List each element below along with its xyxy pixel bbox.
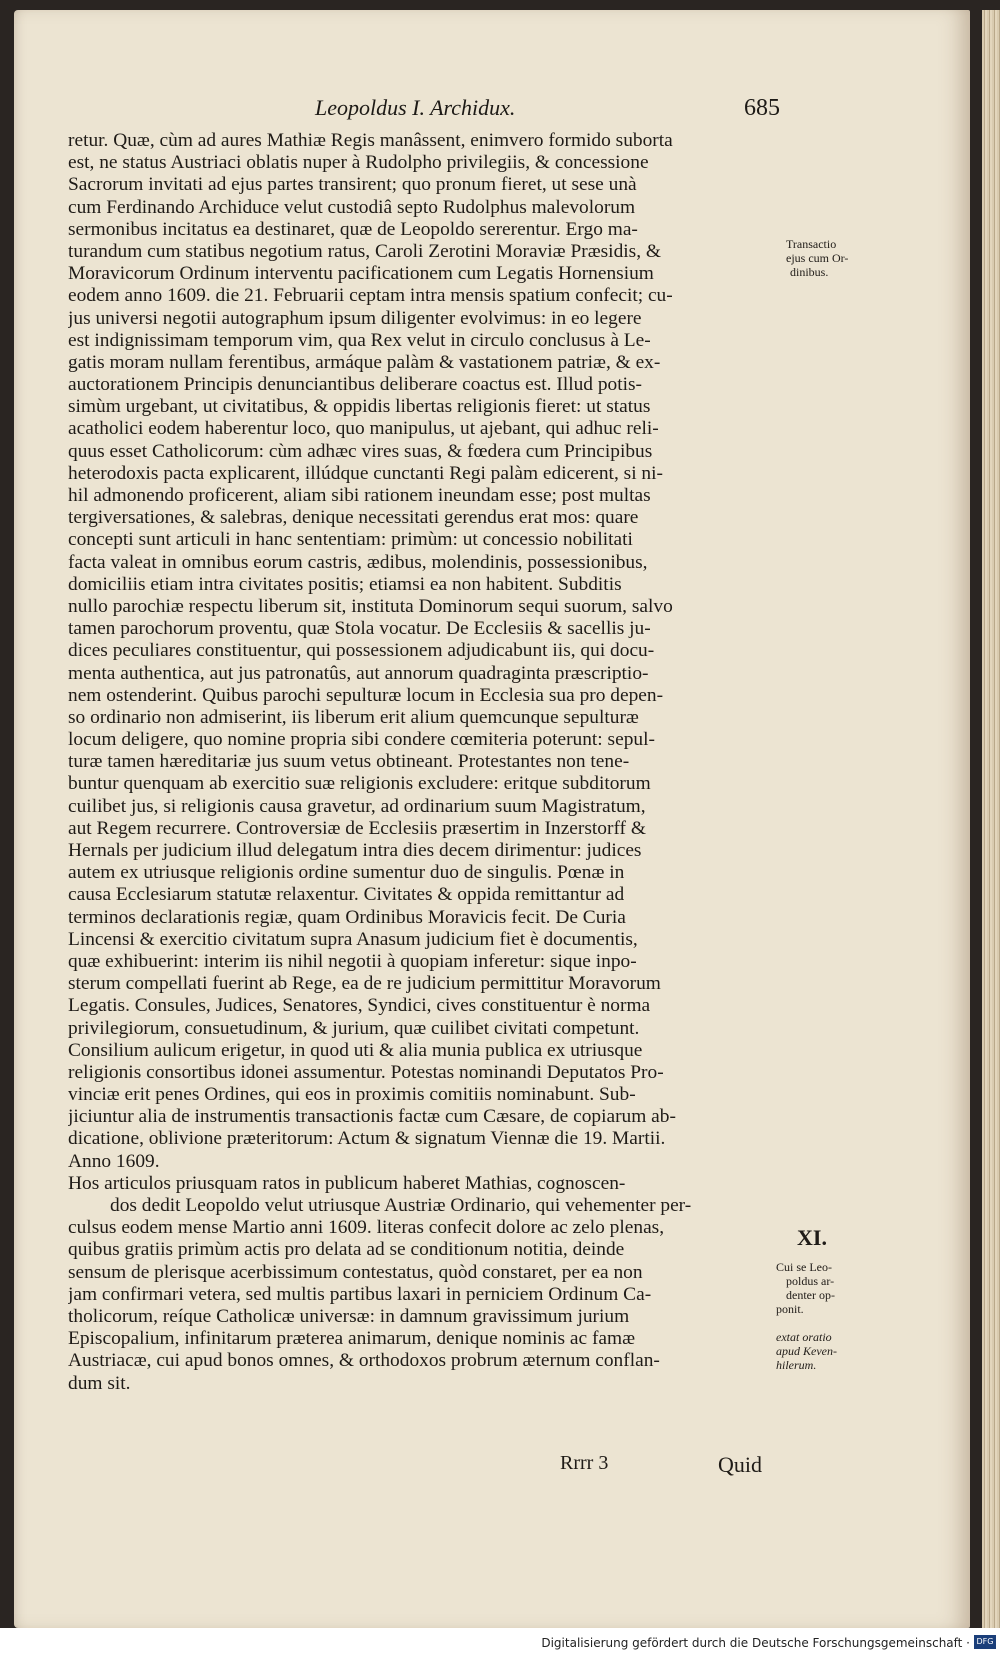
text-line: sterum compellati fuerint ab Rege, ea de re judicium permittitur Moravorum: [68, 973, 661, 995]
text-line: tholicorum, reíque Catholicæ universæ: in damnum gravissimum jurium: [68, 1305, 630, 1327]
text-line: dices peculiares constituentur, qui possessionem adjudicabunt iis, qui docu-: [68, 640, 655, 662]
text-line: buntur quenquam ab exercitio suæ religionis excludere: eritque subditorum: [68, 773, 651, 795]
text-line: turandum cum statibus negotium ratus, Caroli Zerotini Moraviæ Præsidis, &: [68, 240, 661, 262]
text-line: Legatis. Consules, Judices, Senatores, Syndici, cives constituentur è norma: [68, 995, 651, 1017]
text-line: quus esset Catholicorum: cùm adhæc vires suas, & fœdera cum Principibus: [68, 440, 653, 462]
catchword: Quid: [718, 1452, 762, 1477]
text-line: vinciæ erit penes Ordines, qui eos in proximis comitiis nominabunt. Sub-: [68, 1084, 636, 1106]
text-line: heterodoxis pacta explicarent, illúdque cunctanti Regi palàm edicerent, si ni-: [68, 462, 663, 484]
text-line: Austriacæ, cui apud bonos omnes, & orthodoxos probrum æternum conflan-: [68, 1350, 660, 1372]
text-line: sermonibus incitatus ea destinaret, quæ de Leopoldo sererentur. Ergo ma-: [68, 218, 638, 240]
margin-note-line: extat oratio: [776, 1330, 832, 1344]
text-line: cuilibet jus, si religionis causa gravetur, ad ordinarium suum Magistratum,: [68, 795, 646, 817]
text-line: cum Ferdinando Archiduce velut custodiâ septo Rudolphus malevolorum: [68, 196, 636, 218]
margin-note-line: apud Keven-: [776, 1344, 837, 1358]
text-line: tamen parochorum proventu, quæ Stola vocatur. De Ecclesiis & sacellis ju-: [68, 618, 651, 640]
text-line: est indignissimam temporum vim, qua Rex velut in circulo conclusus à Le-: [68, 329, 651, 351]
text-line: Episcopalium, infinitarum præterea animarum, denique nominis ac famæ: [68, 1328, 636, 1350]
text-line: eodem anno 1609. die 21. Februarii ceptam intra mensis spatium confecit; cu-: [68, 285, 673, 307]
dfg-logo: DFG: [974, 1635, 996, 1649]
text-line: Consilium aulicum erigetur, in quod uti & alia munia publica ex utriusque: [68, 1039, 643, 1061]
margin-note-line: ponit.: [776, 1302, 804, 1316]
text-line: dum sit.: [68, 1372, 131, 1394]
text-line: jam confirmari vetera, sed multis partibus laxari in perniciem Ordinum Ca-: [68, 1283, 652, 1305]
margin-note-line: Transactio: [786, 237, 837, 251]
text-line: culsus eodem mense Martio anni 1609. literas confecit dolore ac zelo plenas,: [68, 1217, 665, 1239]
text-line: hil admonendo proficerent, aliam sibi rationem ineundam esse; post multas: [68, 485, 651, 506]
text-line: turæ tamen hæreditariæ jus suum vetus obtineant. Protestantes non tene-: [68, 751, 630, 773]
text-line: religionis consortibus idonei assumentur. Potestas nominandi Deputatos Pro-: [68, 1061, 664, 1083]
text-line: so ordinario non admiserint, iis liberum erit alium quemcunque sepulturæ: [68, 706, 639, 728]
margin-note-line: denter op-: [786, 1288, 835, 1302]
text-line: simùm urgebant, ut civitatibus, & oppidis libertas religionis fieret: ut status: [68, 396, 651, 418]
text-line: auctorationem Principis denunciantibus deliberare coactus est. Illud potis-: [68, 374, 643, 396]
text-line: Anno 1609.: [68, 1150, 160, 1172]
margin-note-line: ejus cum Or-: [786, 251, 849, 265]
text-line: Sacrorum invitati ad ejus partes transirent; quo pronum fieret, ut sese unà: [68, 174, 637, 196]
text-line: causa Ecclesiarum statutæ relaxentur. Civitates & oppida remittantur ad: [68, 884, 625, 906]
margin-note-leopoldus: [776, 1260, 835, 1316]
text-line: nem ostenderint. Quibus parochi sepulturæ locum in Ecclesia sua pro depen-: [68, 684, 664, 706]
text-line: dos dedit Leopoldo velut utriusque Austriæ Ordinario, qui vehementer per-: [110, 1195, 692, 1216]
text-line: sensum de plerisque acerbissimum contestatus, quòd constaret, per ea non: [68, 1261, 643, 1283]
text-line: facta valeat in omnibus eorum castris, ædibus, molendinis, possessionibus,: [68, 551, 648, 573]
page-header: [60, 95, 780, 129]
margin-note-line: Cui se Leo-: [776, 1260, 832, 1274]
text-line: terminos declarationis regiæ, quam Ordinibus Moravicis fecit. De Curia: [68, 906, 626, 928]
text-line: dicatione, oblivione præteritorum: Actum & signatum Viennæ die 19. Martii.: [68, 1128, 666, 1150]
text-line: acatholici eodem haberentur loco, quo manipulus, ut ajebant, qui adhuc reli-: [68, 418, 659, 440]
text-line: retur. Quæ, cùm ad aures Mathiæ Regis manâssent, enimvero formido suborta: [68, 130, 673, 151]
text-line: jus universi negotii autographum ipsum diligenter evolvimus: in eo legere: [68, 307, 642, 329]
credit-bar: [0, 1628, 1000, 1658]
page-number: 685: [744, 95, 780, 121]
credit-text: Digitalisierung gefördert durch die Deutsche Forschungsgemeinschaft ·: [541, 1636, 970, 1650]
margin-note-transactio: [786, 237, 848, 279]
text-line: Hernals per judicium illud delegatum intra dies decem dirimentur: judices: [68, 840, 642, 861]
text-line: Hos articulos priusquam ratos in publicum haberet Mathias, cognoscen-: [68, 1172, 626, 1194]
text-line: jiciuntur alia de instrumentis transactionis factæ cum Cæsare, de copiarum ab-: [68, 1106, 676, 1128]
text-line: domiciliis etiam intra civitates positis; etiamsi ea non habitent. Subditis: [68, 573, 622, 595]
running-head: Leopoldus I. Archidux.: [315, 95, 516, 120]
text-line: privilegiorum, consuetudinum, & jurium, quæ cuilibet civitati competunt.: [68, 1017, 640, 1039]
text-line: aut Regem recurrere. Controversiæ de Ecclesiis præsertim in Inzerstorff &: [68, 817, 646, 839]
text-line: Lincensi & exercitio civitatum supra Anasum judicium fiet è documentis,: [68, 928, 638, 950]
text-line: quæ exhibuerint: interim iis nihil negotii à quopiam inferetur: sique inpo-: [68, 950, 637, 972]
text-line: Moravicorum Ordinum interventu pacificationem cum Legatis Hornensium: [68, 263, 654, 285]
page-edge-stack: [982, 10, 1000, 1628]
signature-mark: Rrrr 3: [560, 1452, 609, 1474]
text-line: concepti sunt articuli in hanc sententiam: primùm: ut concessio nobilitati: [68, 529, 633, 551]
main-text: [68, 130, 776, 1395]
text-line: menta authentica, aut jus patronatûs, aut annorum quadraginta præscriptio-: [68, 662, 649, 684]
text-line: quibus gratiis primùm actis pro delata ad se conditionum notitia, deinde: [68, 1239, 625, 1261]
margin-note-line: hilerum.: [776, 1358, 817, 1372]
text-line: autem ex utriusque religionis ordine sumentur duo de singulis. Pœnæ in: [68, 862, 625, 884]
text-line: est, ne status Austriaci oblatis nuper à Rudolpho privilegiis, & concessione: [68, 152, 649, 174]
text-line: locum deligere, quo nomine propria sibi condere cœmiteria poterunt: sepul-: [68, 729, 655, 751]
text-line: nullo parochiæ respectu liberum sit, instituta Dominorum sequi suorum, salvo: [68, 595, 673, 617]
margin-note-line: poldus ar-: [786, 1274, 835, 1288]
margin-note-line: dinibus.: [790, 265, 829, 279]
text-line: tergiversationes, & salebras, denique necessitati gerendus erat mos: quare: [68, 507, 639, 529]
text-line: gatis moram nullam ferentibus, armáque palàm & vastationem patriæ, & ex-: [68, 351, 661, 373]
margin-note-oratio: [776, 1330, 837, 1372]
section-number: XI.: [797, 1225, 827, 1250]
